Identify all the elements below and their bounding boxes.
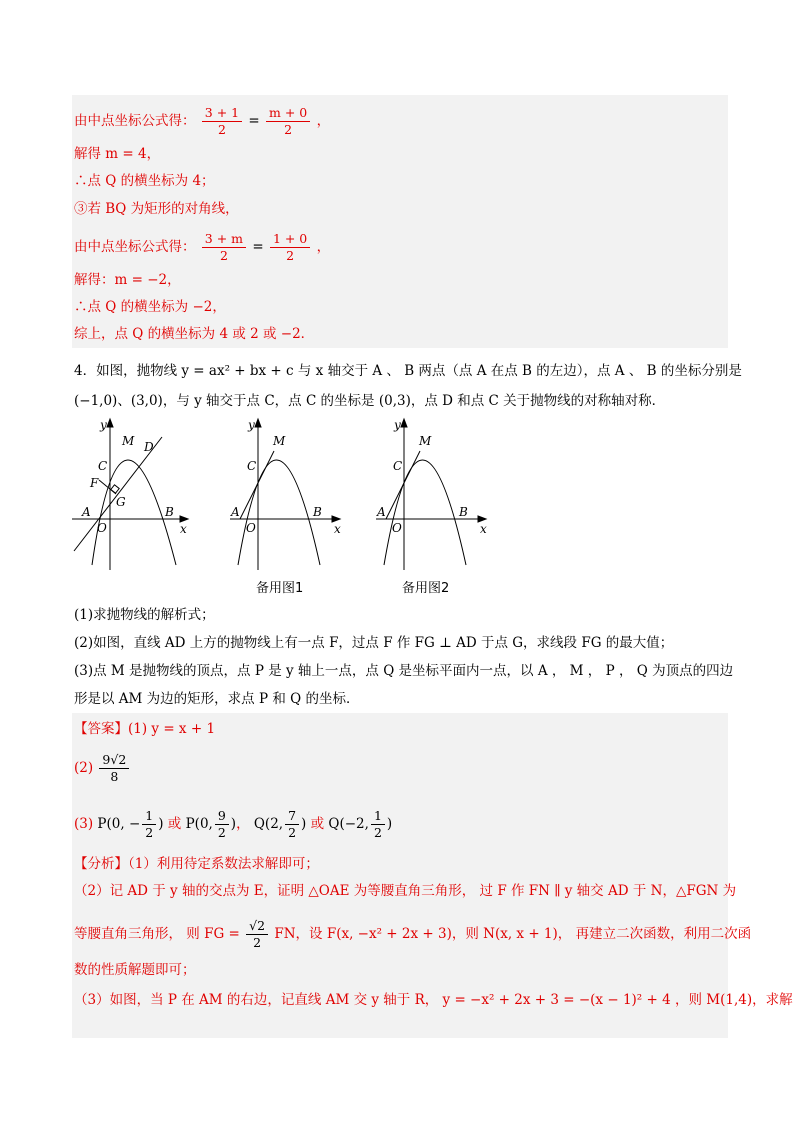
analysis-2a: （2）记 AD 于 y 轴的交点为 E，证明 △OAE 为等腰直角三角形， 过 F 作 FN ∥ y 轴交 AD 于 N，△FGN 为 <box>74 883 737 899</box>
label-f: F <box>90 476 99 490</box>
figure-backup-2 <box>370 415 494 575</box>
svg-text:C: C <box>247 459 257 473</box>
svg-text:O: O <box>392 521 402 535</box>
svg-text:C: C <box>393 459 403 473</box>
line-ad <box>74 437 162 551</box>
svg-text:B: B <box>459 505 468 519</box>
svg-text:O: O <box>246 521 256 535</box>
problem-line-1: 4．如图，抛物线 y = ax² + bx + c 与 x 轴交于 A 、 B 两点（点 A 在点 B 的左边），点 A 、 B 的坐标分别是 <box>74 363 742 379</box>
analysis-tag: 【分析】 <box>74 856 128 872</box>
question-3a: (3)点 M 是抛物线的顶点，点 P 是 y 轴上一点，点 Q 是坐标平面内一点，以 A ， M ， P ， Q 为顶点的四边 <box>74 663 734 679</box>
question-3b: 形是以 AM 为边的矩形，求点 P 和 Q 的坐标． <box>74 691 360 707</box>
label-c: C <box>98 459 108 473</box>
answer-1: 【答案】(1) y = x + 1 <box>74 721 216 737</box>
question-1: (1)求抛物线的解析式； <box>74 607 215 623</box>
conclusion-line-2: ∴点 Q 的横坐标为 −2， <box>74 299 226 315</box>
svg-text:A: A <box>231 505 240 519</box>
analysis-1: 【分析】（1）利用待定系数法求解即可； <box>74 856 319 872</box>
analysis-3: （3）如图，当 P 在 AM 的右边，记直线 AM 交 y 轴于 R， y = −x² + 2x + 3 = −(x − 1)² + 4 ，则 M(1,4)，求解 <box>74 992 793 1008</box>
summary-line: 综上，点 Q 的横坐标为 4 或 2 或 −2． <box>74 326 315 342</box>
fraction: $\frac{m + 0}{2}$ <box>266 105 310 138</box>
label-o: O <box>97 521 107 535</box>
label-x: x <box>180 522 187 536</box>
label-g: G <box>116 495 126 509</box>
figure-backup-1 <box>224 415 348 575</box>
midpoint-line-2: 由中点坐标公式得： $\frac{3 + m}{2}$ = $\frac{1 + 0}{2}$ ， <box>74 231 331 263</box>
fraction: $\frac{3 + m}{2}$ <box>202 231 246 264</box>
figure-main <box>66 415 196 575</box>
analysis-2c: 数的性质解题即可； <box>74 962 196 978</box>
svg-text:x: x <box>480 522 487 536</box>
fraction: $\frac{1 + 0}{2}$ <box>270 231 310 264</box>
answer-2: (2) $\frac{9√2}{8}$ <box>74 752 131 785</box>
svg-text:B: B <box>313 505 322 519</box>
label-d: D <box>144 440 154 454</box>
fraction: $\frac{3 + 1}{2}$ <box>202 105 242 138</box>
analysis-2b: 等腰直角三角形， 则 FG = $\frac{√2}{2}$ FN，设 F(x, −x² + 2x + 3)，则 N(x, x + 1)， 再建立二次函数，利用二次函 <box>74 918 752 950</box>
question-2: (2)如图，直线 AD 上方的抛物线上有一点 F，过点 F 作 FG ⊥ AD 于点 G，求线段 FG 的最大值； <box>74 635 674 651</box>
text: 由中点坐标公式得： <box>74 113 196 129</box>
answer-tag: 【答案】 <box>74 721 128 737</box>
label-b: B <box>165 505 174 519</box>
svg-text:x: x <box>334 522 341 536</box>
svg-text:M: M <box>419 434 432 448</box>
svg-text:y: y <box>394 418 401 432</box>
midpoint-line-1: 由中点坐标公式得： $\frac{3 + 1}{2}$ = $\frac{m + 0}{2}$ ， <box>74 105 331 137</box>
svg-text:A: A <box>377 505 386 519</box>
label-m: M <box>122 434 135 448</box>
problem-line-2: (−1,0)、(3,0)，与 y 轴交于点 C，点 C 的坐标是 (0,3)，点 D 和点 C 关于抛物线的对称轴对称． <box>74 393 666 409</box>
conclusion-line-1: ∴点 Q 的横坐标为 4； <box>74 173 215 189</box>
label-y: y <box>100 418 107 432</box>
answer-3: (3) P(0, − $\frac{1}{2}$ ) 或 P(0, $\frac{9}{2}$ )， Q(2, $\frac{7}{2}$ ) 或 Q(−2, $\frac{1}{2}$ ) <box>74 808 393 840</box>
label-a: A <box>82 505 91 519</box>
solve-line-2: 解得：m = −2， <box>74 272 181 288</box>
parabola <box>92 460 176 565</box>
caption-backup-1: 备用图1 <box>256 581 304 596</box>
svg-text:y: y <box>248 418 255 432</box>
right-angle-mark <box>111 485 119 493</box>
solve-line-1: 解得 m = 4， <box>74 146 161 162</box>
svg-text:M: M <box>273 434 286 448</box>
caption-backup-2: 备用图2 <box>402 581 450 596</box>
case-3-line: ③若 BQ 为矩形的对角线， <box>74 201 239 217</box>
y-axis-arrow <box>107 419 113 427</box>
